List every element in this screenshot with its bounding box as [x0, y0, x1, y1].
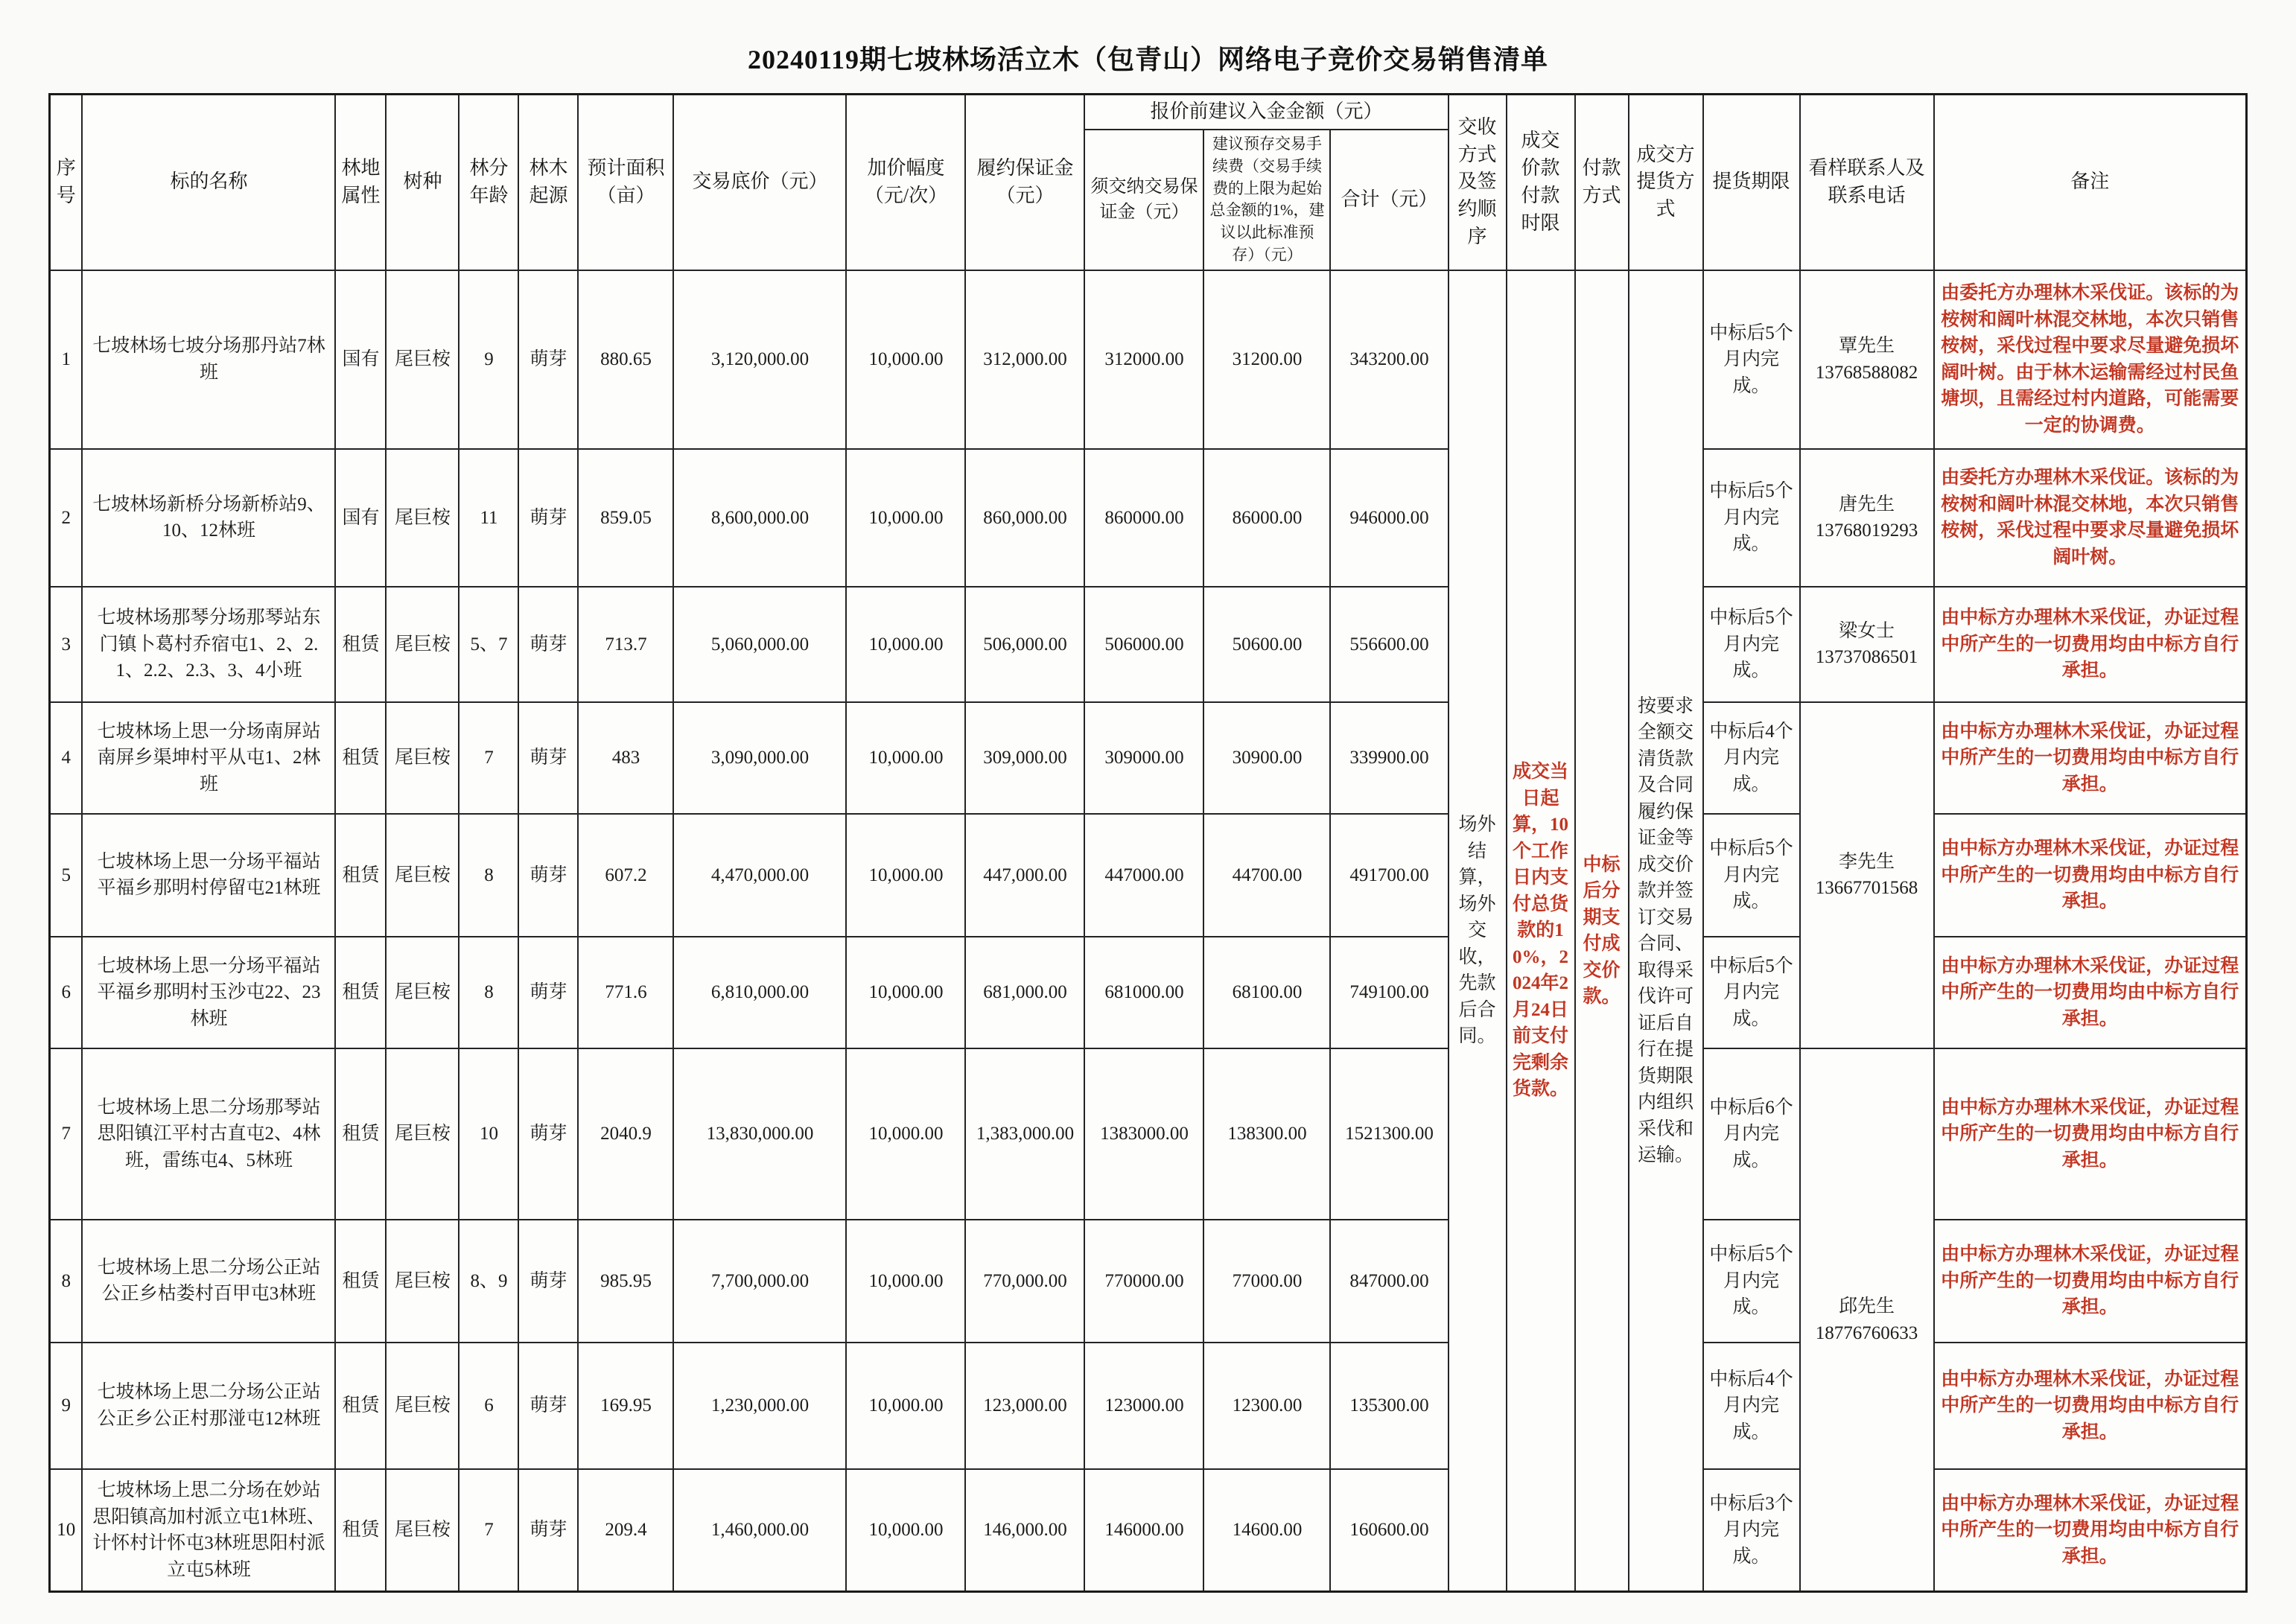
cell-land-attr: 租赁 — [335, 1343, 386, 1469]
cell-seq: 10 — [49, 1469, 82, 1592]
cell-area: 483 — [578, 702, 673, 814]
cell-deposit: 506000.00 — [1084, 587, 1203, 702]
contact-phone: 13768588082 — [1815, 362, 1918, 383]
cell-total: 847000.00 — [1330, 1220, 1448, 1343]
col-header-name: 标的名称 — [82, 95, 335, 270]
cell-contact — [1800, 587, 1934, 702]
cell-origin: 萌芽 — [518, 1048, 578, 1220]
contact-name: 梁女士 — [1839, 620, 1895, 641]
cell-area: 2040.9 — [578, 1048, 673, 1220]
cell-remark: 由中标方办理林木采伐证，办证过程中所产生的一切费用均由中标方自行承担。 — [1934, 814, 2247, 937]
col-header-total: 合计（元） — [1330, 130, 1448, 270]
cell-stand-age: 5、7 — [459, 587, 518, 702]
cell-species: 尾巨桉 — [386, 270, 459, 449]
cell-pickup-deadline: 中标后4个月内完成。 — [1703, 1343, 1800, 1469]
cell-area: 771.6 — [578, 937, 673, 1048]
col-header-pay-deadline: 成交价款付款时限 — [1507, 95, 1575, 270]
cell-target-name: 七坡林场上思二分场那琴站思阳镇江平村古直屯2、4林班，雷练屯4、5林班 — [82, 1048, 335, 1220]
contact-name: 覃先生 — [1839, 336, 1895, 357]
cell-total: 343200.00 — [1330, 270, 1448, 449]
cell-total: 491700.00 — [1330, 814, 1448, 937]
cell-increment: 10,000.00 — [846, 1220, 965, 1343]
cell-deposit: 312000.00 — [1084, 270, 1203, 449]
cell-species: 尾巨桉 — [386, 1343, 459, 1469]
cell-stand-age: 6 — [459, 1343, 518, 1469]
table-body — [49, 270, 2246, 1592]
cell-remark: 由中标方办理林木采伐证，办证过程中所产生的一切费用均由中标方自行承担。 — [1934, 702, 2247, 814]
cell-pickup-deadline: 中标后6个月内完成。 — [1703, 1048, 1800, 1220]
cell-bond: 860,000.00 — [965, 449, 1084, 587]
col-header-deposit-group: 报价前建议入金金额（元） — [1084, 95, 1448, 130]
cell-species: 尾巨桉 — [386, 449, 459, 587]
cell-total: 135300.00 — [1330, 1343, 1448, 1469]
cell-bond: 123,000.00 — [965, 1343, 1084, 1469]
cell-pickup-deadline: 中标后5个月内完成。 — [1703, 814, 1800, 937]
cell-pickup-deadline: 中标后5个月内完成。 — [1703, 587, 1800, 702]
cell-pickup-deadline: 中标后3个月内完成。 — [1703, 1469, 1800, 1592]
cell-area: 169.95 — [578, 1343, 673, 1469]
cell-stand-age: 7 — [459, 1469, 518, 1592]
cell-origin: 萌芽 — [518, 449, 578, 587]
table-row — [49, 702, 2246, 814]
col-header-species: 树种 — [386, 95, 459, 270]
col-header-pickup-method: 成交方提货方式 — [1629, 95, 1703, 270]
cell-increment: 10,000.00 — [846, 1343, 965, 1469]
cell-stand-age: 8 — [459, 814, 518, 937]
cell-pay-deadline: 成交当日起算，10个工作日内支付总货款的10%，2024年2月24日前支付完剩余货款。 — [1507, 270, 1575, 1592]
cell-target-name: 七坡林场七坡分场那丹站7林班 — [82, 270, 335, 449]
cell-stand-age: 10 — [459, 1048, 518, 1220]
cell-target-name: 七坡林场上思二分场在妙站思阳镇高加村派立屯1林班、计怀村计怀屯3林班思阳村派立屯5林班 — [82, 1469, 335, 1592]
cell-base-price: 1,460,000.00 — [673, 1469, 846, 1592]
cell-increment: 10,000.00 — [846, 449, 965, 587]
cell-target-name: 七坡林场上思二分场公正站公正乡枯娄村百甲屯3林班 — [82, 1220, 335, 1343]
cell-land-attr: 租赁 — [335, 1220, 386, 1343]
cell-total: 749100.00 — [1330, 937, 1448, 1048]
cell-stand-age: 8、9 — [459, 1220, 518, 1343]
cell-contact — [1800, 449, 1934, 587]
cell-species: 尾巨桉 — [386, 587, 459, 702]
cell-seq: 5 — [49, 814, 82, 937]
cell-species: 尾巨桉 — [386, 814, 459, 937]
col-header-attr: 林地属性 — [335, 95, 386, 270]
cell-fee: 12300.00 — [1203, 1343, 1330, 1469]
cell-target-name: 七坡林场新桥分场新桥站9、10、12林班 — [82, 449, 335, 587]
cell-base-price: 13,830,000.00 — [673, 1048, 846, 1220]
cell-deposit: 146000.00 — [1084, 1469, 1203, 1592]
cell-fee: 31200.00 — [1203, 270, 1330, 449]
cell-seq: 3 — [49, 587, 82, 702]
cell-species: 尾巨桉 — [386, 937, 459, 1048]
cell-bond: 146,000.00 — [965, 1469, 1084, 1592]
cell-bond: 447,000.00 — [965, 814, 1084, 937]
cell-species: 尾巨桉 — [386, 1220, 459, 1343]
cell-remark: 由中标方办理林木采伐证，办证过程中所产生的一切费用均由中标方自行承担。 — [1934, 587, 2247, 702]
cell-deposit: 447000.00 — [1084, 814, 1203, 937]
cell-bond: 681,000.00 — [965, 937, 1084, 1048]
col-header-contact: 看样联系人及联系电话 — [1800, 95, 1934, 270]
cell-increment: 10,000.00 — [846, 270, 965, 449]
cell-base-price: 4,470,000.00 — [673, 814, 846, 937]
cell-fee: 50600.00 — [1203, 587, 1330, 702]
cell-fee: 14600.00 — [1203, 1469, 1330, 1592]
contact-phone: 18776760633 — [1815, 1322, 1918, 1343]
cell-bond: 770,000.00 — [965, 1220, 1084, 1343]
cell-target-name: 七坡林场上思二分场公正站公正乡公正村那湴屯12林班 — [82, 1343, 335, 1469]
cell-pickup-deadline: 中标后4个月内完成。 — [1703, 702, 1800, 814]
cell-base-price: 1,230,000.00 — [673, 1343, 846, 1469]
cell-bond: 312,000.00 — [965, 270, 1084, 449]
table-row — [49, 1048, 2246, 1220]
cell-increment: 10,000.00 — [846, 937, 965, 1048]
cell-species: 尾巨桉 — [386, 1469, 459, 1592]
cell-total: 946000.00 — [1330, 449, 1448, 587]
cell-bond: 1,383,000.00 — [965, 1048, 1084, 1220]
cell-stand-age: 11 — [459, 449, 518, 587]
cell-deposit: 770000.00 — [1084, 1220, 1203, 1343]
cell-increment: 10,000.00 — [846, 1469, 965, 1592]
cell-area: 209.4 — [578, 1469, 673, 1592]
table-row — [49, 449, 2246, 587]
col-header-pay-method: 付款方式 — [1575, 95, 1629, 270]
cell-pickup-method: 按要求全额交清货款及合同履约保证金等成交价款并签订交易合同、取得采伐许可证后自行在提货期限内组织采伐和运输。 — [1629, 270, 1703, 1592]
cell-fee: 30900.00 — [1203, 702, 1330, 814]
cell-area: 985.95 — [578, 1220, 673, 1343]
cell-land-attr: 租赁 — [335, 937, 386, 1048]
cell-pickup-deadline: 中标后5个月内完成。 — [1703, 270, 1800, 449]
col-header-remark: 备注 — [1934, 95, 2247, 270]
cell-fee: 86000.00 — [1203, 449, 1330, 587]
cell-origin: 萌芽 — [518, 1343, 578, 1469]
cell-contact — [1800, 270, 1934, 449]
cell-land-attr: 租赁 — [335, 587, 386, 702]
cell-land-attr: 国有 — [335, 270, 386, 449]
col-header-increment: 加价幅度（元/次） — [846, 95, 965, 270]
contact-name: 唐先生 — [1839, 494, 1895, 515]
col-header-bond: 履约保证金（元） — [965, 95, 1084, 270]
table-header — [49, 95, 2246, 270]
cell-origin: 萌芽 — [518, 702, 578, 814]
cell-seq: 9 — [49, 1343, 82, 1469]
cell-origin: 萌芽 — [518, 270, 578, 449]
cell-increment: 10,000.00 — [846, 814, 965, 937]
cell-target-name: 七坡林场那琴分场那琴站东门镇卜葛村乔宿屯1、2、2.1、2.2、2.3、3、4小班 — [82, 587, 335, 702]
cell-origin: 萌芽 — [518, 937, 578, 1048]
cell-stand-age: 9 — [459, 270, 518, 449]
cell-land-attr: 租赁 — [335, 814, 386, 937]
cell-area: 880.65 — [578, 270, 673, 449]
cell-base-price: 5,060,000.00 — [673, 587, 846, 702]
cell-base-price: 7,700,000.00 — [673, 1220, 846, 1343]
cell-base-price: 6,810,000.00 — [673, 937, 846, 1048]
cell-base-price: 3,120,000.00 — [673, 270, 846, 449]
cell-origin: 萌芽 — [518, 1220, 578, 1343]
col-header-age: 林分年龄 — [459, 95, 518, 270]
cell-settlement: 场外结算，场外交收，先款后合同。 — [1448, 270, 1507, 1592]
cell-pickup-deadline: 中标后5个月内完成。 — [1703, 937, 1800, 1048]
cell-target-name: 七坡林场上思一分场平福站平福乡那明村停留屯21林班 — [82, 814, 335, 937]
cell-contact — [1800, 702, 1934, 1048]
cell-total: 556600.00 — [1330, 587, 1448, 702]
cell-increment: 10,000.00 — [846, 1048, 965, 1220]
cell-target-name: 七坡林场上思一分场南屏站南屏乡渠坤村平从屯1、2林班 — [82, 702, 335, 814]
cell-base-price: 8,600,000.00 — [673, 449, 846, 587]
col-header-origin: 林木起源 — [518, 95, 578, 270]
cell-origin: 萌芽 — [518, 814, 578, 937]
cell-species: 尾巨桉 — [386, 702, 459, 814]
cell-area: 607.2 — [578, 814, 673, 937]
cell-target-name: 七坡林场上思一分场平福站平福乡那明村玉沙屯22、23林班 — [82, 937, 335, 1048]
cell-land-attr: 国有 — [335, 449, 386, 587]
table-row — [49, 587, 2246, 702]
cell-bond: 506,000.00 — [965, 587, 1084, 702]
sales-table — [48, 93, 2248, 1593]
cell-contact — [1800, 1048, 1934, 1592]
page-title: 20240119期七坡林场活立木（包青山）网络电子竞价交易销售清单 — [747, 45, 1548, 74]
cell-fee: 77000.00 — [1203, 1220, 1330, 1343]
cell-seq: 4 — [49, 702, 82, 814]
contact-phone: 13667701568 — [1815, 878, 1918, 899]
cell-remark: 由委托方办理林木采伐证。该标的为桉树和阔叶林混交林地，本次只销售桉树，采伐过程中要求尽量避免损坏阔叶树。 — [1934, 449, 2247, 587]
cell-fee: 138300.00 — [1203, 1048, 1330, 1220]
cell-total: 160600.00 — [1330, 1469, 1448, 1592]
col-header-seq: 序号 — [49, 95, 82, 270]
cell-deposit: 1383000.00 — [1084, 1048, 1203, 1220]
contact-name: 李先生 — [1839, 851, 1895, 872]
cell-area: 859.05 — [578, 449, 673, 587]
cell-fee: 44700.00 — [1203, 814, 1330, 937]
col-header-settlement: 交收方式及签约顺序 — [1448, 95, 1507, 270]
table-row — [49, 270, 2246, 449]
contact-phone: 13737086501 — [1815, 647, 1918, 668]
cell-stand-age: 8 — [459, 937, 518, 1048]
cell-deposit: 309000.00 — [1084, 702, 1203, 814]
cell-bond: 309,000.00 — [965, 702, 1084, 814]
col-header-area: 预计面积（亩） — [578, 95, 673, 270]
cell-deposit: 123000.00 — [1084, 1343, 1203, 1469]
cell-pickup-deadline: 中标后5个月内完成。 — [1703, 1220, 1800, 1343]
cell-remark: 由委托方办理林木采伐证。该标的为桉树和阔叶林混交林地，本次只销售桉树，采伐过程中要求尽量避免损坏阔叶树。由于林木运输需经过村民鱼塘坝，且需经过村内道路，可能需要一定的协调费。 — [1934, 270, 2247, 449]
cell-base-price: 3,090,000.00 — [673, 702, 846, 814]
contact-name: 邱先生 — [1839, 1296, 1895, 1317]
cell-increment: 10,000.00 — [846, 702, 965, 814]
cell-pickup-deadline: 中标后5个月内完成。 — [1703, 449, 1800, 587]
cell-seq: 8 — [49, 1220, 82, 1343]
cell-land-attr: 租赁 — [335, 1469, 386, 1592]
cell-origin: 萌芽 — [518, 587, 578, 702]
col-header-base-price: 交易底价（元） — [673, 95, 846, 270]
cell-seq: 6 — [49, 937, 82, 1048]
cell-remark: 由中标方办理林木采伐证，办证过程中所产生的一切费用均由中标方自行承担。 — [1934, 1343, 2247, 1469]
cell-seq: 1 — [49, 270, 82, 449]
cell-total: 1521300.00 — [1330, 1048, 1448, 1220]
cell-pay-method: 中标后分期支付成交价款。 — [1575, 270, 1629, 1592]
cell-stand-age: 7 — [459, 702, 518, 814]
cell-origin: 萌芽 — [518, 1469, 578, 1592]
cell-seq: 2 — [49, 449, 82, 587]
col-header-deposit: 须交纳交易保证金（元） — [1084, 130, 1203, 270]
cell-increment: 10,000.00 — [846, 587, 965, 702]
cell-fee: 68100.00 — [1203, 937, 1330, 1048]
cell-deposit: 681000.00 — [1084, 937, 1203, 1048]
col-header-pickup-deadline: 提货期限 — [1703, 95, 1800, 270]
cell-remark: 由中标方办理林木采伐证，办证过程中所产生的一切费用均由中标方自行承担。 — [1934, 1048, 2247, 1220]
cell-total: 339900.00 — [1330, 702, 1448, 814]
cell-land-attr: 租赁 — [335, 702, 386, 814]
cell-remark: 由中标方办理林木采伐证，办证过程中所产生的一切费用均由中标方自行承担。 — [1934, 1220, 2247, 1343]
col-header-fee: 建议预存交易手续费（交易手续费的上限为起始总金额的1%，建议以此标准预存）（元） — [1203, 130, 1330, 270]
cell-seq: 7 — [49, 1048, 82, 1220]
cell-area: 713.7 — [578, 587, 673, 702]
cell-species: 尾巨桉 — [386, 1048, 459, 1220]
cell-remark: 由中标方办理林木采伐证，办证过程中所产生的一切费用均由中标方自行承担。 — [1934, 1469, 2247, 1592]
cell-land-attr: 租赁 — [335, 1048, 386, 1220]
contact-phone: 13768019293 — [1815, 520, 1918, 541]
cell-deposit: 860000.00 — [1084, 449, 1203, 587]
cell-remark: 由中标方办理林木采伐证，办证过程中所产生的一切费用均由中标方自行承担。 — [1934, 937, 2247, 1048]
